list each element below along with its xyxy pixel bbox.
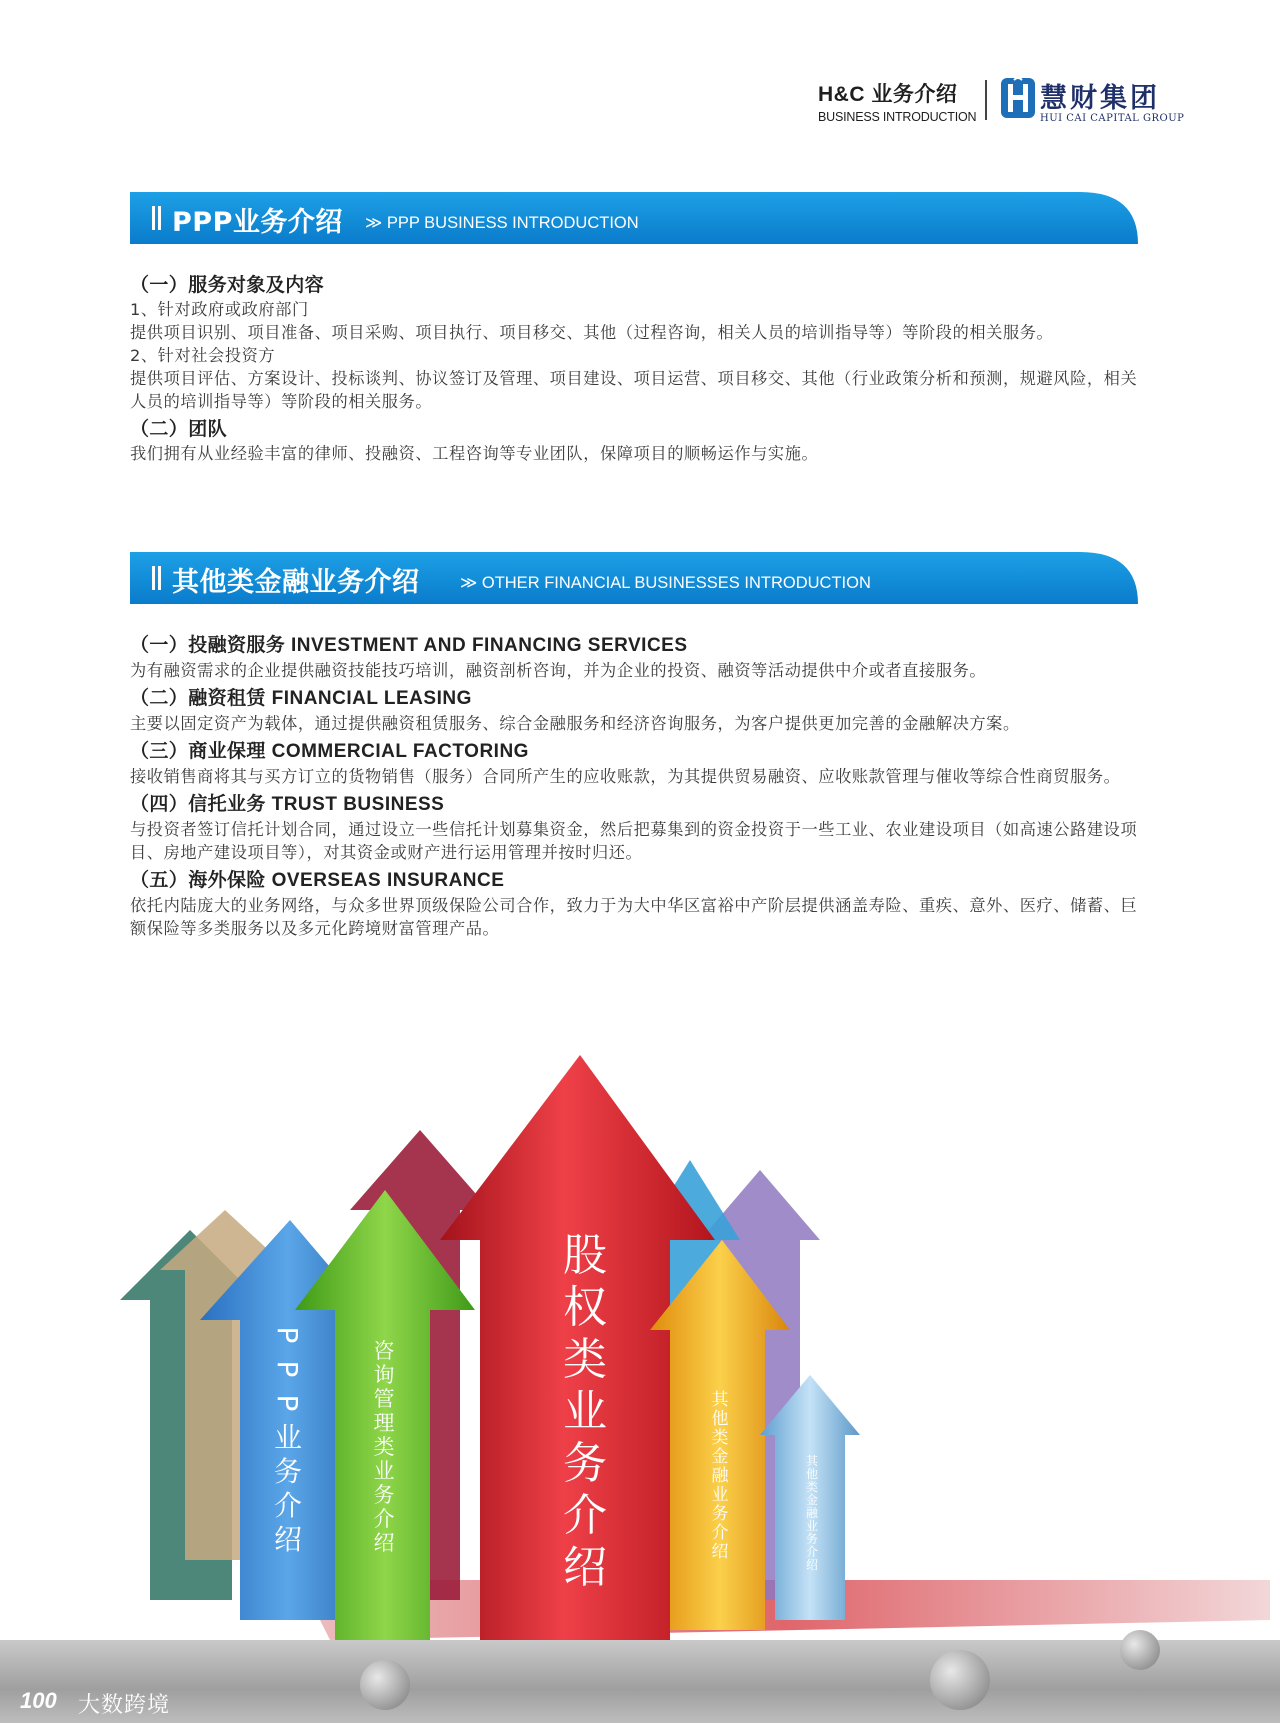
arrow-label-char: 绍 — [563, 1542, 607, 1593]
heading-cn: （四）信托业务 — [130, 793, 266, 815]
banner-bars-icon — [152, 206, 164, 230]
paragraph: 主要以固定资产为载体，通过提供融资租赁服务、综合金融服务和经济咨询服务，为客户提供更加完善的金融解决方案。 — [130, 714, 1020, 733]
arrow-label-char: 权 — [563, 1282, 607, 1333]
header-divider — [985, 80, 987, 120]
heading-en: TRUST BUSINESS — [265, 794, 445, 815]
heading-cn: （五）海外保险 — [130, 869, 266, 891]
heading-en: OVERSEAS INSURANCE — [265, 870, 505, 891]
arrow-label-char: 务 — [805, 1532, 819, 1546]
header-title: H&C 业务介绍 — [818, 83, 958, 106]
arrow-label-char: 业 — [373, 1459, 395, 1483]
page-header — [0, 72, 1280, 132]
arrow-label-char: 务 — [373, 1483, 395, 1507]
arrow-label-char: 其 — [805, 1454, 819, 1468]
arrow-label-char: 绍 — [711, 1542, 729, 1562]
arrow-label-char: 其 — [711, 1390, 729, 1410]
section-title-en: ≫ OTHER FINANCIAL BUSINESSES INTRODUCTION — [460, 574, 871, 592]
arrow-other1-label — [712, 1389, 730, 1562]
paragraph: 接收销售商将其与买方订立的货物销售（服务）合同所产生的应收账款，为其提供贸易融资、应收账款管理与催收等综合性商贸服务。 — [130, 767, 1121, 786]
arrow-ppp-label — [271, 1327, 304, 1556]
hc-logo-icon — [1000, 76, 1036, 120]
paragraph: 提供项目评估、方案设计、投标谈判、协议签订及管理、项目建设、项目运营、项目移交、其他（行业政策分析和预测，规避风险，相关人员的培训指导等）等阶段的相关服务。 — [130, 369, 1138, 411]
arrow-label-char: 他 — [711, 1409, 729, 1429]
arrow-label-char: 业 — [273, 1421, 303, 1454]
arrow-label-char: 理 — [373, 1411, 395, 1435]
watermark — [20, 1686, 190, 1718]
section-title-en: ≫ PPP BUSINESS INTRODUCTION — [365, 214, 639, 232]
arrow-label-char: 绍 — [373, 1531, 395, 1555]
heading-cn: （二）融资租赁 — [130, 687, 266, 709]
heading-cn: （三）商业保理 — [130, 740, 266, 762]
arrow-label-char: 融 — [711, 1466, 729, 1486]
paragraph: 为有融资需求的企业提供融资技能技巧培训，融资剖析咨询，并为企业的投资、融资等活动提供中介或者直接服务。 — [130, 661, 987, 680]
section-heading — [130, 738, 1140, 765]
footer-decor-circle — [360, 1660, 410, 1710]
paragraph: 我们拥有从业经验丰富的律师、投融资、工程咨询等专业团队，保障项目的顺畅运作与实施。 — [130, 444, 819, 463]
watermark-logo: 100 — [20, 1688, 57, 1713]
arrow-label-char: 介 — [805, 1545, 819, 1559]
arrow-label-char: 类 — [711, 1428, 729, 1448]
arrow-label-char: 业 — [711, 1485, 729, 1505]
footer-decor-circle — [1120, 1630, 1160, 1670]
arrow-label-char: 务 — [273, 1455, 303, 1488]
section-heading — [130, 867, 1140, 894]
arrow-label-char: 介 — [711, 1523, 729, 1543]
section-heading — [130, 632, 1140, 659]
section-title-cn: PPP业务介绍 — [172, 207, 343, 238]
section-ppp-content — [130, 272, 1140, 465]
banner-bars-icon — [152, 566, 164, 590]
growth-arrows-graphic — [0, 1040, 1280, 1660]
arrow-label-char: 股 — [563, 1230, 607, 1281]
arrow-label-char: 他 — [805, 1467, 819, 1481]
footer-band — [0, 1640, 1280, 1723]
paragraph: 提供项目识别、项目准备、项目采购、项目执行、项目移交、其他（过程咨询，相关人员的培训指导等）等阶段的相关服务。 — [130, 323, 1054, 342]
arrow-consult-label — [374, 1339, 395, 1555]
arrow-label-char: P — [271, 1394, 304, 1412]
watermark-text: 大数跨境 — [78, 1693, 171, 1718]
arrow-label-char: 介 — [273, 1489, 303, 1522]
heading-en: COMMERCIAL FACTORING — [265, 741, 529, 762]
arrow-label-char: 咨 — [373, 1339, 395, 1363]
heading-en: FINANCIAL LEASING — [265, 688, 472, 709]
section-banner-other — [130, 552, 1138, 604]
section-title-cn: 其他类金融业务介绍 — [172, 567, 420, 598]
arrow-label-char: 类 — [373, 1435, 395, 1459]
arrow-label-char: P — [271, 1360, 304, 1378]
footer-decor-circle — [930, 1650, 990, 1710]
brand-name-cn: 慧财集团 — [1040, 83, 1160, 114]
section-heading — [130, 791, 1140, 818]
arrow-label-char: 业 — [563, 1386, 607, 1437]
section-heading: （一）服务对象及内容 — [130, 274, 325, 296]
arrow-equity-label — [563, 1230, 607, 1593]
brand-name-en: HUI CAI CAPITAL GROUP — [1040, 113, 1185, 124]
header-brand — [1040, 76, 1184, 124]
arrow-label-char: 融 — [805, 1506, 819, 1520]
arrow-label-char: 询 — [373, 1363, 395, 1387]
arrow-label-char: 介 — [563, 1490, 607, 1541]
arrow-label-char: P — [271, 1326, 304, 1344]
section-other-content — [130, 632, 1140, 940]
heading-cn: （一）投融资服务 — [130, 634, 286, 656]
arrow-label-char: 金 — [805, 1493, 819, 1507]
arrow-label-char: 绍 — [273, 1523, 303, 1556]
paragraph: 2、针对社会投资方 — [130, 346, 276, 365]
arrow-label-char: 类 — [563, 1334, 607, 1385]
arrow-label-char: 务 — [711, 1504, 729, 1524]
arrow-label-char: 绍 — [805, 1558, 819, 1572]
header-subtitle: BUSINESS INTRODUCTION — [818, 110, 977, 124]
paragraph: 1、针对政府或政府部门 — [130, 300, 309, 319]
paragraph: 与投资者签订信托计划合同，通过设立一些信托计划募集资金，然后把募集到的资金投资于一些工业、农业建设项目（如高速公路建设项目、房地产建设项目等），对其资金或财产进行运用管理并按时归还。 — [130, 820, 1138, 862]
arrow-label-char: 介 — [373, 1507, 395, 1531]
arrow-label-char: 业 — [805, 1519, 819, 1533]
arrow-label-char: 务 — [563, 1438, 607, 1489]
paragraph: 依托内陆庞大的业务网络，与众多世界顶级保险公司合作，致力于为大中华区富裕中产阶层提供涵盖寿险、重疾、意外、医疗、储蓄、巨额保险等多类服务以及多元化跨境财富管理产品。 — [130, 896, 1138, 938]
section-heading: （二）团队 — [130, 418, 228, 440]
header-left — [818, 78, 978, 124]
section-banner-ppp — [130, 192, 1138, 244]
arrow-other2-label — [806, 1453, 819, 1572]
section-heading — [130, 685, 1140, 712]
arrow-label-char: 管 — [373, 1387, 395, 1411]
arrow-label-char: 类 — [805, 1480, 819, 1494]
arrow-label-char: 金 — [711, 1447, 729, 1467]
heading-en: INVESTMENT AND FINANCING SERVICES — [285, 635, 688, 656]
